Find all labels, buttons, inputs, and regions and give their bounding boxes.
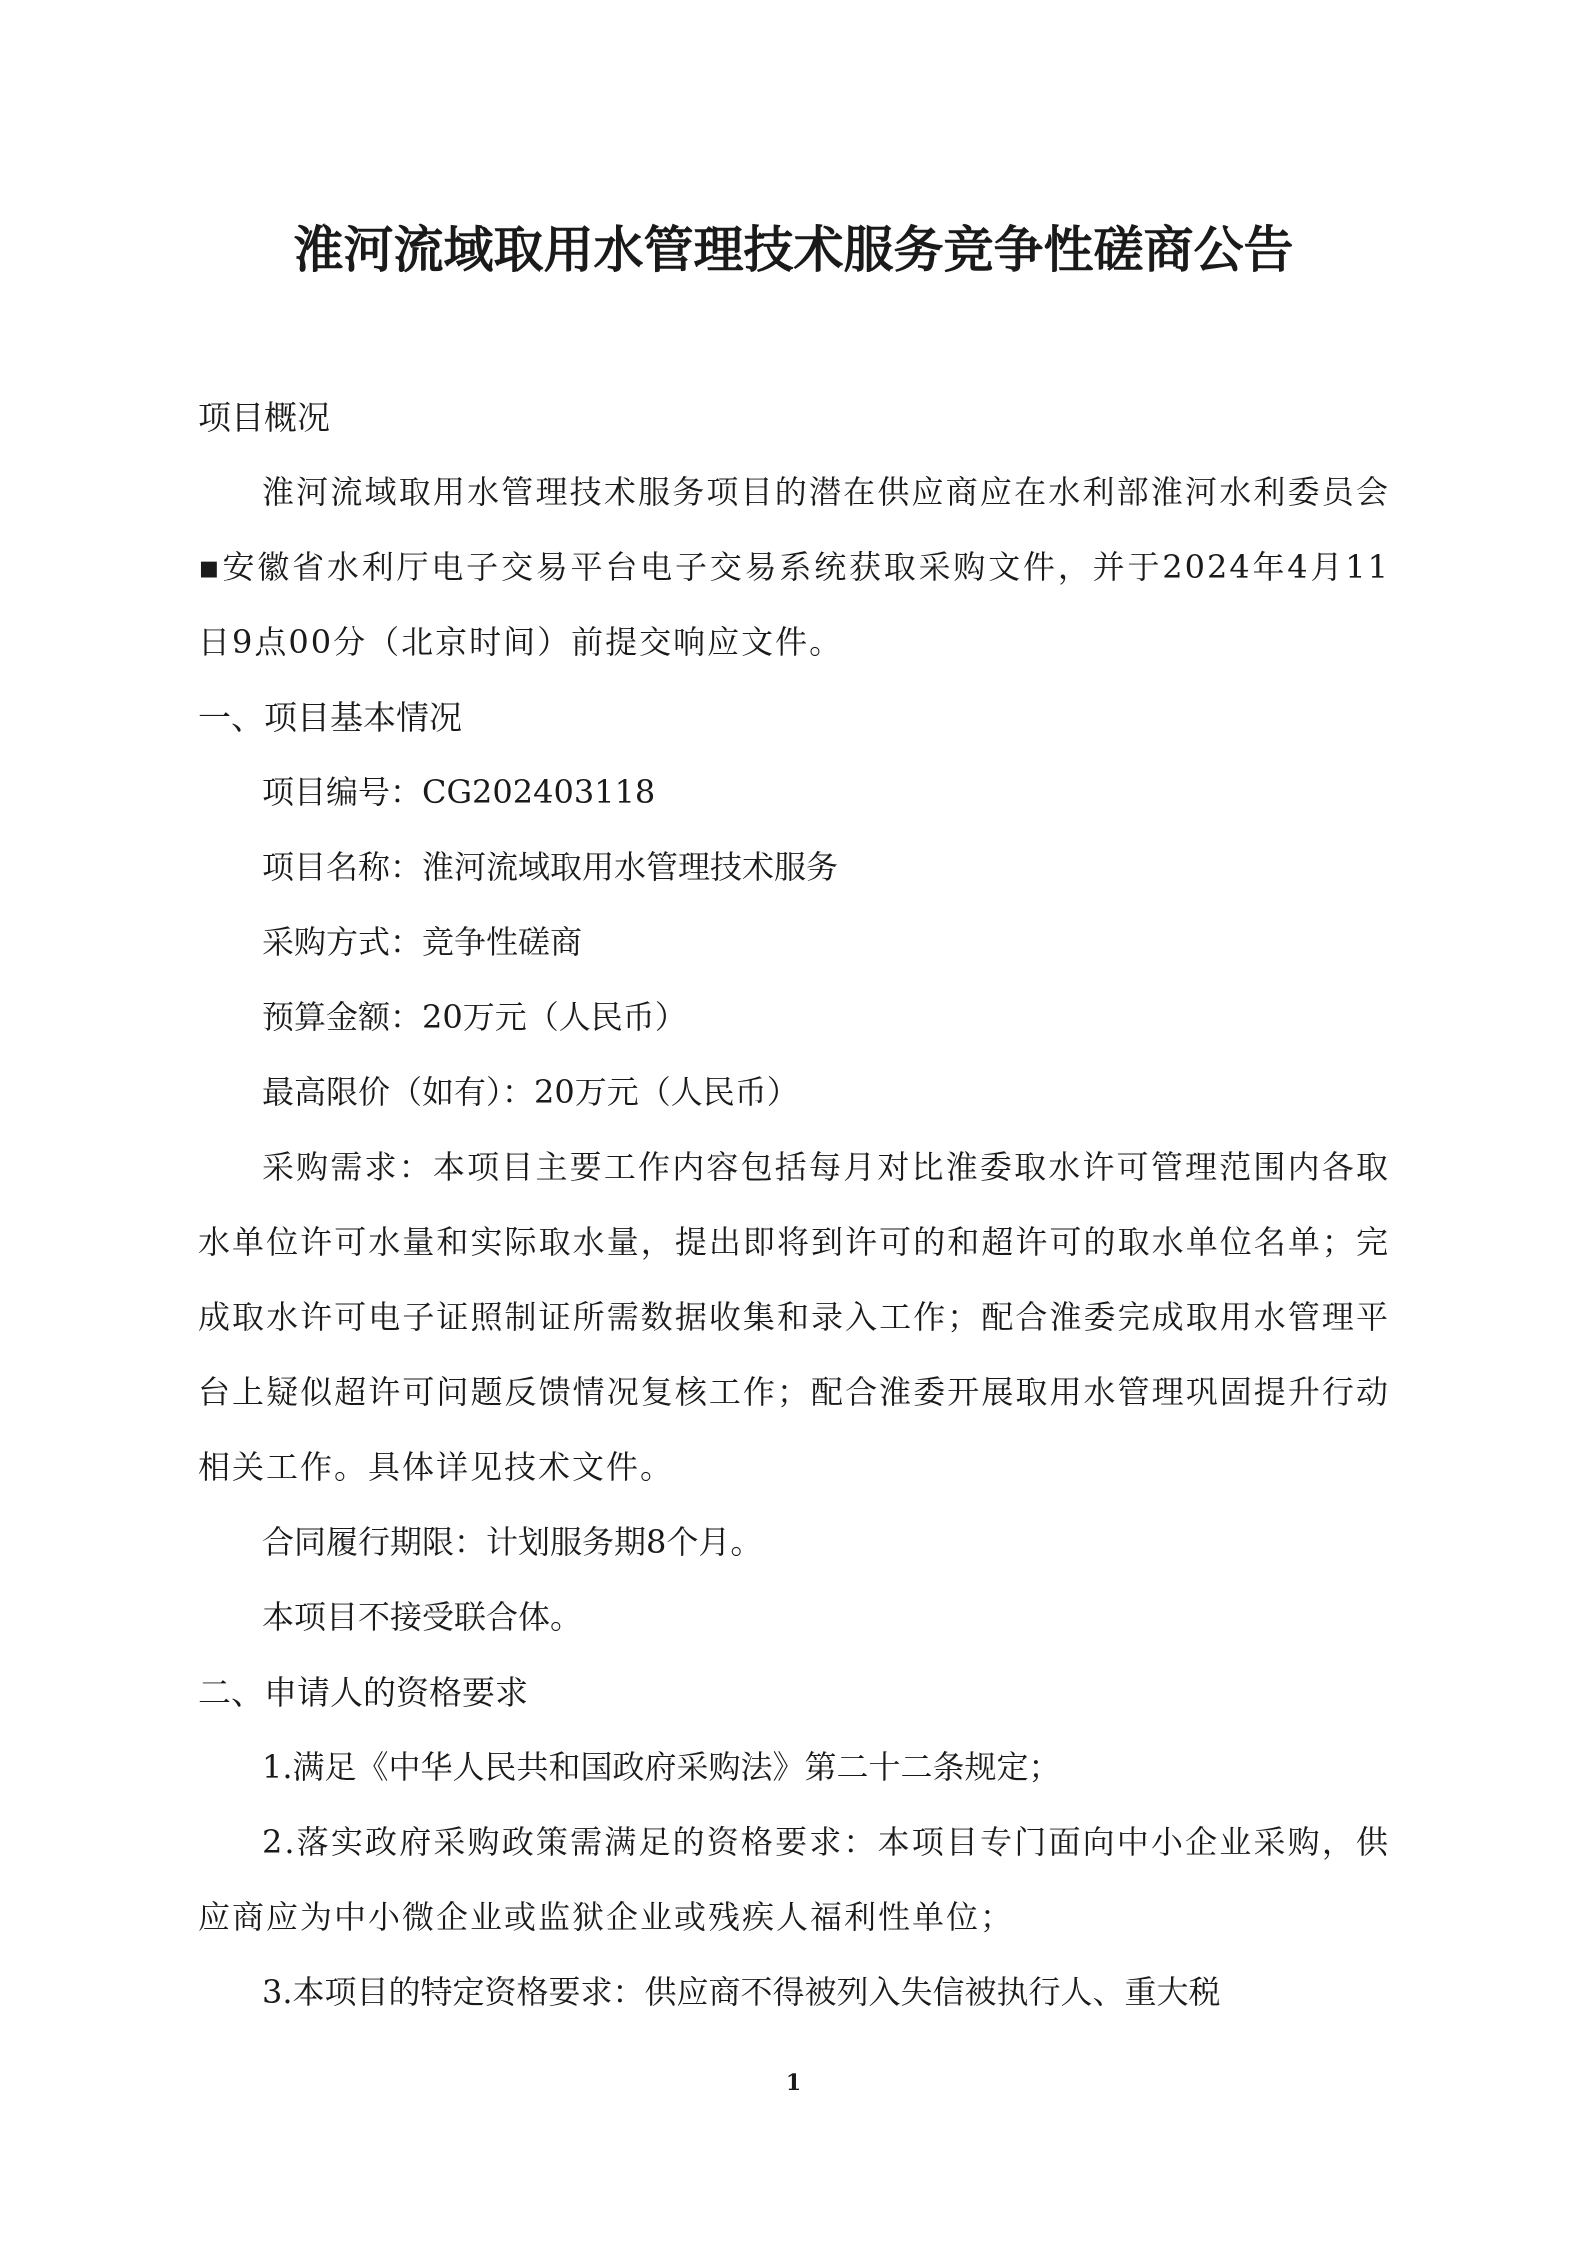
document-body xyxy=(198,380,1390,2030)
overview-heading: 项目概况 xyxy=(198,398,330,437)
qualification-item-2: 2.落实政府采购政策需满足的资格要求：本项目专门面向中小企业采购，供应商应为中小微企业或监狱企业或残疾人福利性单位； xyxy=(198,1823,1390,1936)
procurement-method: 采购方式：竞争性磋商 xyxy=(262,923,583,961)
project-name: 项目名称：淮河流域取用水管理技术服务 xyxy=(262,848,839,886)
page-number: 1 xyxy=(785,2070,802,2096)
max-price: 最高限价（如有）：20万元（人民币） xyxy=(262,1073,799,1111)
document-title: 淮河流域取用水管理技术服务竞争性磋商公告 xyxy=(293,220,1294,279)
qualification-item-3: 3.本项目的特定资格要求：供应商不得被列入失信被执行人、重大税 xyxy=(262,1973,1221,2011)
consortium-note: 本项目不接受联合体。 xyxy=(262,1598,583,1636)
budget-amount: 预算金额：20万元（人民币） xyxy=(262,998,687,1036)
qualification-item-1: 1.满足《中华人民共和国政府采购法》第二十二条规定； xyxy=(262,1748,1061,1786)
overview-paragraph: 淮河流域取用水管理技术服务项目的潜在供应商应在水利部淮河水利委员会▪安徽省水利厅电子交易平台电子交易系统获取采购文件，并于2024年4月11日9点00分（北京时间）前提交响应文件。 xyxy=(198,473,1390,661)
procurement-requirement: 采购需求：本项目主要工作内容包括每月对比淮委取水许可管理范围内各取水单位许可水量和实际取水量，提出即将到许可的和超许可的取水单位名单；完成取水许可电子证照制证所需数据收集和录入工作；配合淮委完成取用水管理平台上疑似超许可问题反馈情况复核工作；配合淮委开展取用水管理巩固提升行动相关工作。具体详见技术文件。 xyxy=(198,1148,1390,1486)
contract-period: 合同履行期限：计划服务期8个月。 xyxy=(262,1523,763,1561)
project-number: 项目编号：CG202403118 xyxy=(262,773,656,811)
section1-heading: 一、项目基本情况 xyxy=(198,698,462,737)
section2-heading: 二、申请人的资格要求 xyxy=(198,1673,528,1712)
